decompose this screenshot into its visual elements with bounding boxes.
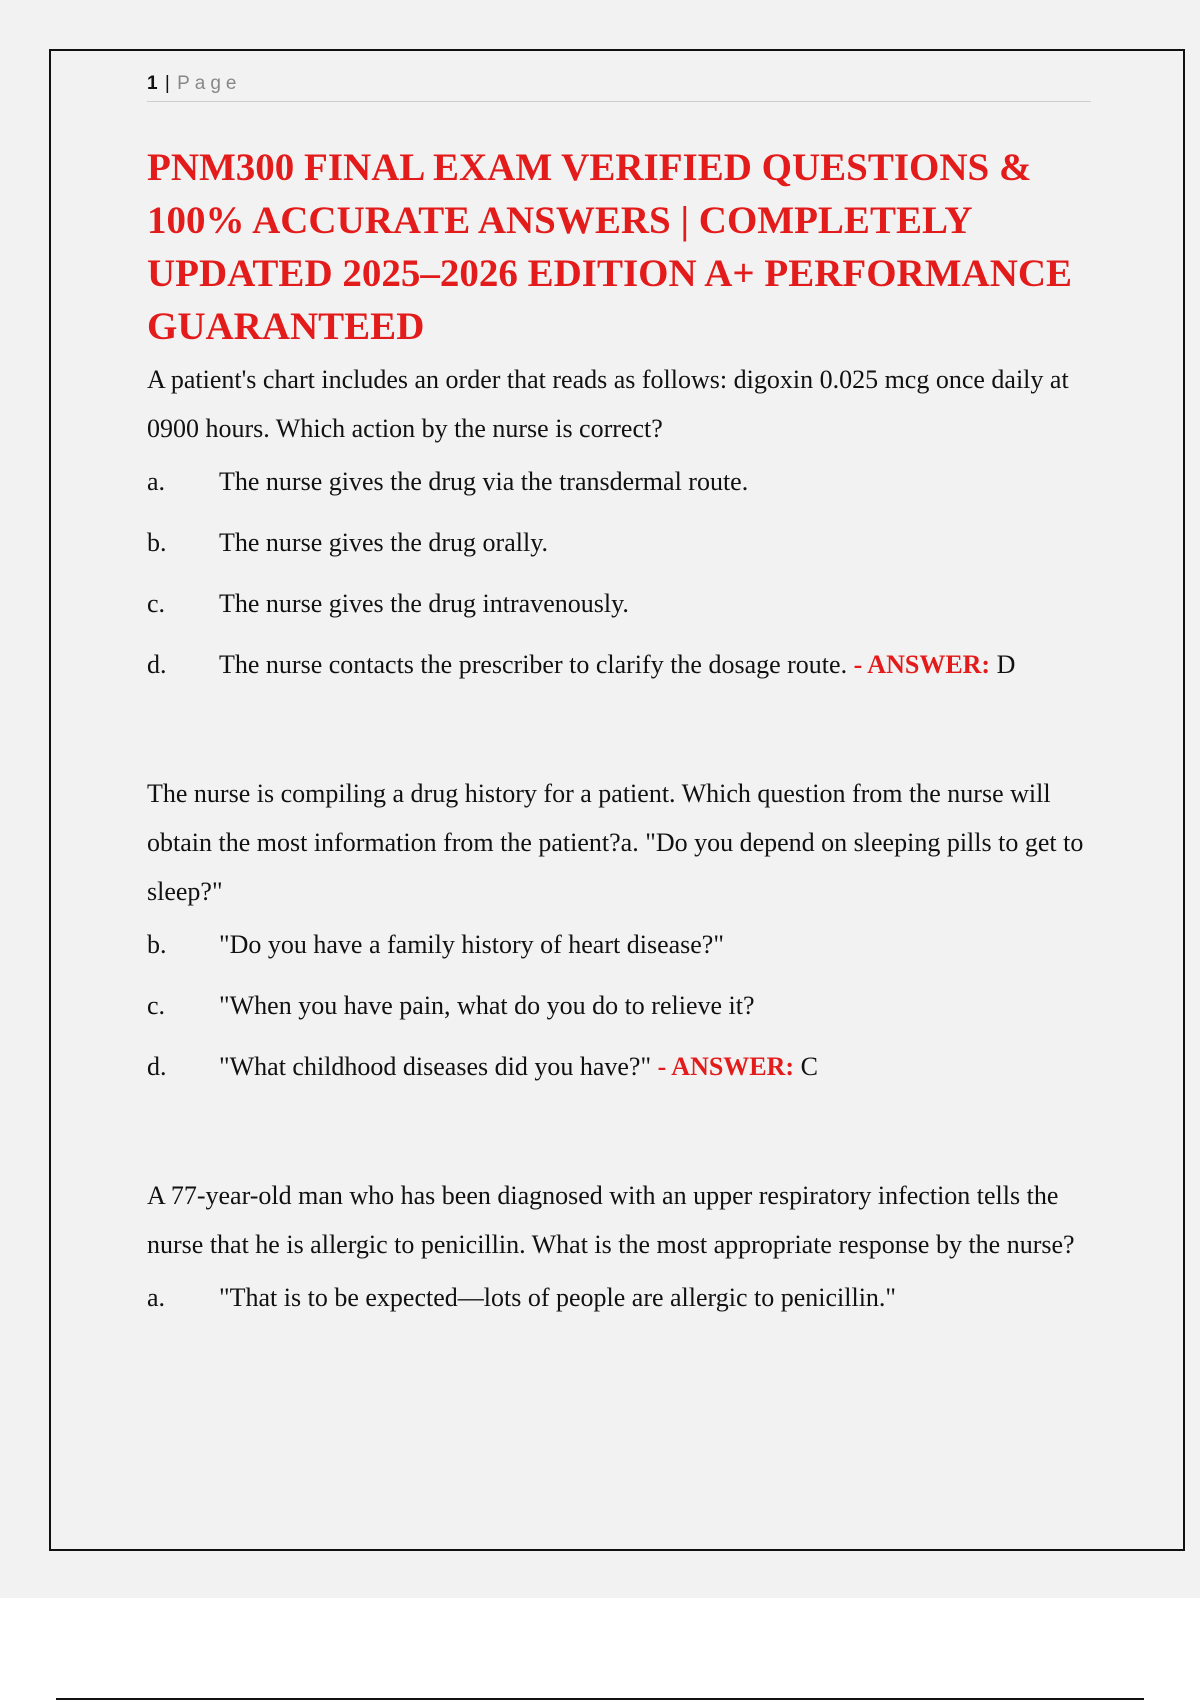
option-text: The nurse gives the drug via the transdermal route.: [219, 467, 749, 496]
option-letter: b.: [147, 930, 167, 959]
question-block: [147, 769, 1091, 1082]
answer-label: - ANSWER:: [853, 650, 991, 679]
spacer: [147, 1082, 1091, 1171]
answer-option: [147, 930, 1091, 960]
page-content: [147, 141, 1091, 1313]
option-text: "That is to be expected—lots of people are allergic to penicillin.": [219, 1283, 897, 1312]
question-text: A patient's chart includes an order that reads as follows: digoxin 0.025 mcg once daily at 0900 hours. Which action by the nurse is correct?: [147, 365, 1069, 443]
option-line: [219, 650, 1015, 680]
answer-option: [147, 589, 1091, 619]
spacer: [147, 680, 1091, 769]
answer-option: [147, 1052, 1091, 1082]
option-letter: b.: [147, 528, 167, 557]
answer-option: [147, 467, 1091, 497]
answer-label: - ANSWER:: [657, 1052, 795, 1081]
answer-option: [147, 1283, 1091, 1313]
answer-option: [147, 991, 1091, 1021]
option-letter: d.: [147, 1052, 167, 1081]
document-page: [49, 49, 1185, 1551]
option-letter: a.: [147, 467, 166, 496]
option-text: "Do you have a family history of heart disease?": [219, 930, 724, 959]
option-text: The nurse contacts the prescriber to clarify the dosage route.: [219, 650, 848, 679]
page-header: [147, 73, 1091, 102]
next-page-area: [0, 1598, 1200, 1700]
answer-option: [147, 650, 1091, 680]
page-separator: |: [164, 73, 170, 94]
answer-option: [147, 528, 1091, 558]
option-text: The nurse gives the drug orally.: [219, 528, 548, 557]
option-letter: c.: [147, 589, 166, 618]
answer-value: D: [996, 650, 1016, 679]
option-line: [219, 1052, 818, 1082]
option-text: "When you have pain, what do you do to relieve it?: [219, 991, 755, 1020]
answer-value: C: [800, 1052, 818, 1081]
page-number: 1: [147, 73, 158, 94]
document-title: PNM300 FINAL EXAM VERIFIED QUESTIONS & 100% ACCURATE ANSWERS | COMPLETELY UPDATED 2025–2026 EDITION A+ PERFORMANCE GUARANTEED: [147, 146, 1073, 348]
question-text: The nurse is compiling a drug history for a patient. Which question from the nurse will obtain the most information from the patient?a. "Do you depend on sleeping pills to get to sleep?": [147, 779, 1084, 906]
option-letter: d.: [147, 650, 167, 679]
page-label: Page: [177, 73, 242, 94]
option-letter: a.: [147, 1283, 166, 1312]
option-text: "What childhood diseases did you have?": [219, 1052, 652, 1081]
question-text: A 77-year-old man who has been diagnosed with an upper respiratory infection tells the nurse that he is allergic to penicillin. What is the most appropriate response by the nurse?: [147, 1181, 1075, 1259]
option-text: The nurse gives the drug intravenously.: [219, 589, 629, 618]
question-block: [147, 1171, 1091, 1313]
option-letter: c.: [147, 991, 166, 1020]
question-block: [147, 355, 1091, 680]
